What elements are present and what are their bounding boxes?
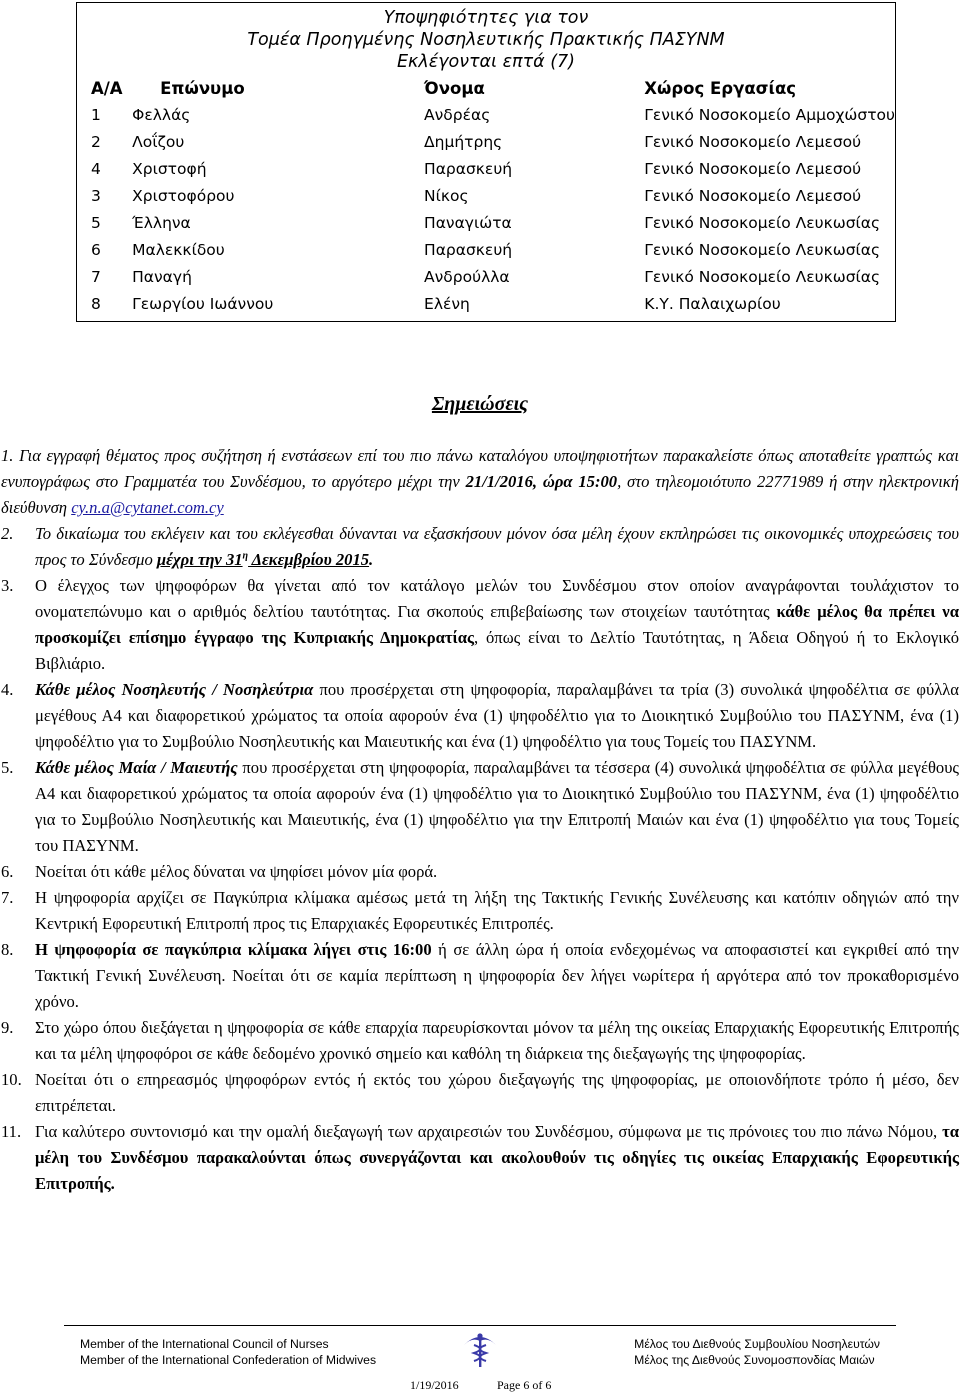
col-header-no: Α/Α <box>91 78 123 98</box>
col-header-workplace: Χώρος Εργασίας <box>644 78 797 98</box>
note-text: ή σε άλλη ώρα ή οποία ενδεχομένως να αποφασιστεί και εγκριθεί από την Τακτική Γενική Συνέλευση. Νοείται ότι σε καμία περίπτωση η ψηφοφορία δεν λήγει νωρίτερα ή αργότερα από τον προκαθορισμένο χρόνο. <box>35 940 959 1011</box>
cell-surname: Χριστοφόρου <box>132 186 235 205</box>
note-bold: Κάθε μέλος Νοσηλευτής / Νοσηλεύτρια <box>35 680 314 699</box>
note-number: 2. <box>1 524 14 543</box>
note-text: Νοείται ότι ο επηρεασμός ψηφοφόρων εντός ή εκτός του χώρου διεξαγωγής της ψηφοφορίας, με οποιονδήποτε τρόπο ή μέσο, δεν επιτρέπεται. <box>35 1070 959 1115</box>
title-line-3: Εκλέγονται επτά (7) <box>397 52 575 72</box>
cell-workplace: Γενικό Νοσοκομείο Λεμεσού <box>644 132 862 151</box>
cell-surname: Λοΐζου <box>132 132 185 151</box>
note-8 <box>1 937 959 1015</box>
cell-no: 7 <box>91 267 101 286</box>
cell-surname: Μαλεκκίδου <box>132 240 225 259</box>
table-row <box>77 290 895 321</box>
note-text: Το δικαίωμα του εκλέγειν και του εκλέγεσθαι δύνανται να εξασκήσουν μόνον όσα μέλη έχουν εκπληρώσει τις οικονομικές υποχρεώσεις του προς το Σύνδεσμο <box>35 524 959 569</box>
table-row <box>77 128 895 155</box>
note-number: 7. <box>1 888 14 907</box>
cell-surname: Χριστοφή <box>132 159 207 178</box>
notes-heading: Σημειώσεις <box>431 393 529 415</box>
note-5 <box>1 755 959 859</box>
note-number: 9. <box>1 1018 14 1037</box>
cell-workplace: Κ.Υ. Παλαιχωρίου <box>644 294 781 313</box>
note-bold: Η ψηφοφορία σε παγκύπρια κλίμακα λήγει στις 16:00 <box>35 940 432 959</box>
cell-name: Ανδρέας <box>424 105 491 124</box>
table-row <box>77 209 895 236</box>
note-text: Η ψηφοφορία αρχίζει σε Παγκύπρια κλίμακα αμέσως μετά τη λήξη της Τακτικής Γενικής Συνέλευσης και κατόπιν οδηγιών από την Κεντρική Εφορευτική Επιτροπή προς τις Επαρχιακές Εφορευτικές Επιτροπές. <box>35 888 959 933</box>
note-number: 8. <box>1 940 14 959</box>
cell-name: Ανδρούλλα <box>424 267 510 286</box>
footer-date: 1/19/2016 <box>410 1378 459 1392</box>
note-1 <box>1 443 959 521</box>
note-number: 6. <box>1 862 14 881</box>
col-header-surname: Επώνυμο <box>160 78 245 98</box>
note-number: 5. <box>1 758 14 777</box>
cell-no: 5 <box>91 213 101 232</box>
table-row <box>77 263 895 290</box>
note-bold: τα μέλη του Συνδέσμου παρακαλούνται όπως συνεργάζονται και ακολουθούν τις οδηγίες τις οικείας Επαρχιακής Εφορευτικής Επιτροπής. <box>35 1122 959 1193</box>
note-text: Ο έλεγχος των ψηφοφόρων θα γίνεται από τον κατάλογο μελών του Συνδέσμου στον οποίον αναγράφονται τουλάχιστον το ονοματεπώνυμο και ο αριθμός δελτίου ταυτότητας. Για σκοπούς επιβεβαίωσης των στοιχείων ταυτότητας <box>35 576 959 621</box>
table-header-row <box>77 75 895 101</box>
cell-workplace: Γενικό Νοσοκομείο Λευκωσίας <box>644 213 881 232</box>
cell-name: Ελένη <box>424 294 470 313</box>
footer-left-line-2: Member of the International Confederation of Midwives <box>80 1353 377 1367</box>
note-3 <box>1 573 959 677</box>
note-9 <box>1 1015 959 1067</box>
note-deadline: 21/1/2016, ώρα 15:00 <box>465 472 618 491</box>
footer-right-line-2: Μέλος της Διεθνούς Συνομοσπονδίας Μαιών <box>634 1353 875 1367</box>
note-text: Νοείται ότι κάθε μέλος δύναται να ψηφίσει μόνον μία φορά. <box>35 862 438 881</box>
footer-left <box>80 1336 376 1368</box>
note-7 <box>1 885 959 937</box>
note-6 <box>1 859 959 885</box>
candidates-table <box>76 2 896 322</box>
cell-surname: Φελλάς <box>132 105 191 124</box>
cell-workplace: Γενικό Νοσοκομείο Λευκωσίας <box>644 267 881 286</box>
cell-name: Παρασκευή <box>424 240 513 259</box>
cell-name: Νίκος <box>424 186 469 205</box>
note-number: 4. <box>1 680 14 699</box>
cell-no: 6 <box>91 240 101 259</box>
table-row <box>77 101 895 128</box>
footer-left-line-1: Member of the International Council of Nurses <box>80 1337 329 1351</box>
note-bold: Κάθε μέλος Μαία / Μαιευτής <box>35 758 238 777</box>
note-number: 11. <box>1 1122 22 1141</box>
note-number: 3. <box>1 576 14 595</box>
cell-no: 3 <box>91 186 101 205</box>
note-text: , όπως είναι το Δελτίο Ταυτότητας, η Άδεια Οδηγού ή το Εκλογικό Βιβλιάριο. <box>35 628 959 673</box>
note-text: που προσέρχεται στη ψηφοφορία, παραλαμβάνει τα τρία (3) συνολικά ψηφοδέλτια σε φύλλα μεγέθους Α4 και διαφορετικού χρώματος τα οποία αφορούν ένα (1) ψηφοδέλτιο για το Διοικητικό Συμβούλιο του ΠΑΣΥΝΜ, ένα (1) ψηφοδέλτιο για το Συμβούλιο Νοσηλευτικής και Μαιευτικής και ένα (1) ψηφοδέλτιο για τους Τομείς του ΠΑΣΥΝΜ. <box>35 680 959 751</box>
email-link[interactable]: cy.n.a@cytanet.com.cy <box>71 498 224 517</box>
footer-divider <box>64 1325 896 1326</box>
note-4 <box>1 677 959 755</box>
cell-surname: Παναγή <box>132 267 192 286</box>
cell-workplace: Γενικό Νοσοκομείο Λεμεσού <box>644 186 862 205</box>
note-bold: κάθε μέλος θα πρέπει να προσκομίζει επίσημο έγγραφο της Κυπριακής Δημοκρατίας <box>35 602 959 647</box>
candidates-grid <box>77 75 895 321</box>
note-number: 10. <box>1 1070 22 1089</box>
note-deadline-a: μέχρι την 31 <box>156 550 243 569</box>
note-text: , στο τηλεομοιότυπο 22771989 ή στην ηλεκτρονική διεύθυνση <box>1 472 959 517</box>
cell-no: 1 <box>91 105 101 124</box>
title-line-2: Τομέα Προηγμένης Νοσηλευτικής Πρακτικής ΠΑΣΥΝΜ <box>247 30 725 50</box>
note-2 <box>1 521 959 573</box>
table-frame <box>77 3 896 322</box>
footer-page-number: Page 6 of 6 <box>497 1378 552 1392</box>
note-deadline-b: Δεκεμβρίου 2015 <box>248 550 370 569</box>
cell-no: 2 <box>91 132 101 151</box>
footer-right <box>634 1336 880 1368</box>
cell-surname: Γεωργίου Ιωάννου <box>132 294 274 313</box>
cell-name: Παρασκευή <box>424 159 513 178</box>
table-body <box>77 101 895 321</box>
cell-name: Παναγιώτα <box>424 213 512 232</box>
cell-no: 8 <box>91 294 101 313</box>
table-row <box>77 182 895 209</box>
table-title <box>77 3 895 75</box>
table-row <box>77 155 895 182</box>
title-line-1: Υποψηφιότητες για τον <box>383 8 589 28</box>
cell-name: Δημήτρης <box>424 132 503 151</box>
cell-workplace: Γενικό Νοσοκομείο Λεμεσού <box>644 159 862 178</box>
note-text: . <box>369 550 374 569</box>
note-text: Για εγγραφή θέματος προς συζήτηση ή ενστάσεων επί του πιο πάνω καταλόγου υποψηφιοτήτων παρακαλείστε όπως αποταθείτε γραπτώς και ενυπογράφως στο Γραμματέα του Συνδέσμου, το αργότερο μέχρι την <box>1 446 959 491</box>
note-text: που προσέρχεται στη ψηφοφορία, παραλαμβάνει τα τέσσερα (4) συνολικά ψηφοδέλτια σε φύλλα μεγέθους Α4 και διαφορετικού χρώματος τα οποία αφορούν ένα (1) ψηφοδέλτιο για το Διοικητικό Συμβούλιο του ΠΑΣΥΝΜ, ένα (1) ψηφοδέλτιο για το Συμβούλιο Νοσηλευτικής και Μαιευτικής, ένα (1) ψηφοδέλτιο για την Επιτροπή Μαιών και ένα (1) ψηφοδέλτιο για τους Τομείς του ΠΑΣΥΝΜ. <box>35 758 959 855</box>
table-row <box>77 236 895 263</box>
note-number: 1. <box>1 446 14 465</box>
cell-surname: Έλληνα <box>132 213 191 232</box>
note-10 <box>1 1067 959 1119</box>
col-header-name: Όνομα <box>424 78 485 98</box>
note-11 <box>1 1119 959 1197</box>
note-deadline-sup: η <box>242 550 249 562</box>
footer-right-line-1: Μέλος του Διεθνούς Συμβουλίου Νοσηλευτών <box>634 1337 880 1351</box>
cell-workplace: Γενικό Νοσοκομείο Λευκωσίας <box>644 240 881 259</box>
caduceus-logo-icon <box>458 1327 502 1371</box>
notes-list <box>1 443 959 1197</box>
note-text: Στο χώρο όπου διεξάγεται η ψηφοφορία σε κάθε επαρχία παρευρίσκονται μόνον τα μέλη της οικείας Επαρχιακής Εφορευτικής Επιτροπής και τα μέλη ψηφοφόροι σε κάθε δεδομένο χρονικό σημείο και καθόλη τη διάρκεια της διεξαγωγής της ψηφοφορίας. <box>35 1018 959 1063</box>
cell-workplace: Γενικό Νοσοκομείο Αμμοχώστου <box>644 105 895 124</box>
cell-no: 4 <box>91 159 101 178</box>
note-text: Για καλύτερο συντονισμό και την ομαλή διεξαγωγή των αρχαιρεσιών του Συνδέσμου, σύμφωνα με τις πρόνοιες του πιο πάνω Νόμου, <box>35 1122 943 1141</box>
